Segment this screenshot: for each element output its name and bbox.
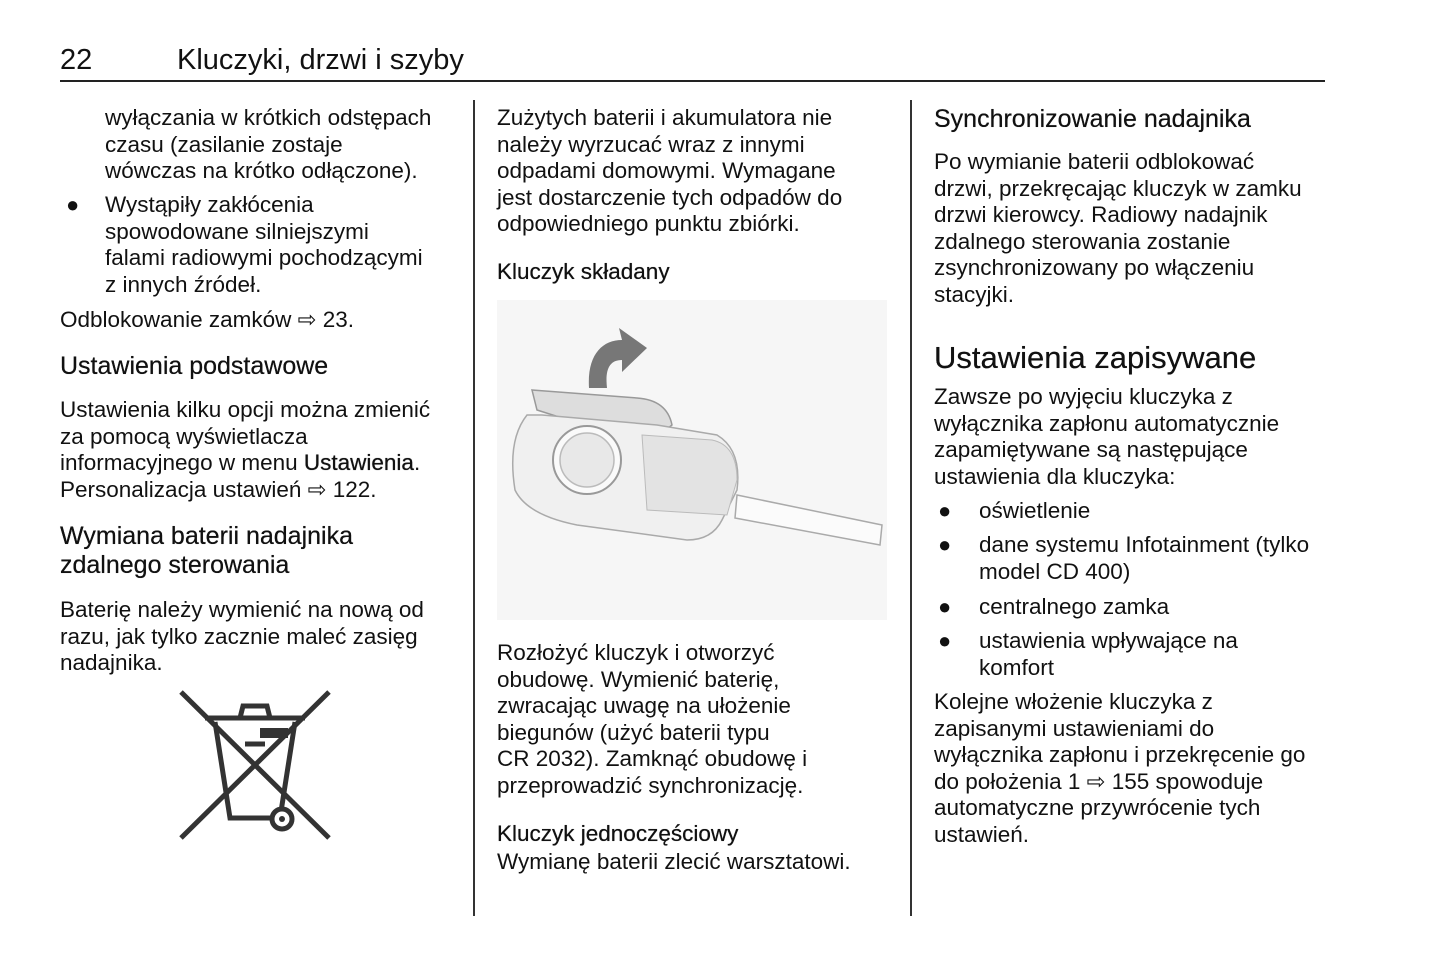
bullet-icon: ● [938, 498, 952, 523]
text-line [60, 450, 430, 477]
text-line: za pomocą wyświetlacza [60, 423, 308, 449]
text-line: zapisanymi ustawieniami do [934, 715, 1215, 741]
text-line: model CD 400) [979, 558, 1131, 584]
text-line: wówczas na krótko odłączone). [105, 158, 418, 184]
text-line: wyłączania w krótkich odstępach [105, 105, 432, 130]
text-line: zwracając uwagę na ułożenie [497, 693, 791, 719]
section-heading: Ustawienia zapisywane [934, 340, 1257, 375]
bullet-icon: ● [938, 594, 952, 619]
page-number: 22 [60, 44, 93, 76]
text-line: odpadami domowymi. Wymagane [497, 158, 836, 184]
text-line: jest dostarczenie tych odpadów do [497, 184, 843, 210]
bullet-text [105, 192, 423, 298]
text-line: nadajnika. [60, 650, 163, 676]
list-item [979, 628, 1238, 681]
text-line: Zawsze po wyjęciu kluczyka z [934, 384, 1233, 409]
text-line: wyłącznika zapłonu i przekręcenie go [934, 742, 1306, 768]
text-line: oświetlenie [979, 498, 1091, 523]
subheading: Kluczyk jednoczęściowy [497, 821, 739, 846]
section-heading: Synchronizowanie nadajnika [934, 105, 1251, 133]
paragraph [497, 640, 807, 800]
text-span: . [413, 450, 421, 476]
text-line: Ustawienia kilku opcji można zmienić [60, 397, 431, 422]
text-line: wyłącznika zapłonu automatycznie [934, 410, 1280, 436]
text-line: czasu (zasilanie zostaje [105, 131, 343, 157]
bullet-icon: ● [938, 532, 952, 557]
text-line: obudowę. Wymienić baterię, [497, 666, 780, 692]
column-divider [910, 100, 912, 916]
section-heading [60, 522, 353, 580]
column-divider [473, 100, 475, 916]
recycle-bin-crossed-icon [175, 688, 335, 844]
text-line: Zużytych baterii i akumulatora nie [497, 105, 833, 130]
paragraph: Wymianę baterii zlecić warsztatowi. [497, 849, 851, 874]
text-line: Kolejne włożenie kluczyka z [934, 689, 1213, 714]
text-line: Wymiana baterii nadajnika [60, 522, 353, 550]
text-line: zdalnego sterowania [60, 551, 290, 579]
text-line: ustawienia dla kluczyka: [934, 463, 1176, 489]
text-line: spowodowane silniejszymi [105, 218, 369, 244]
text-line: Wystąpiły zakłócenia [105, 192, 314, 217]
text-line: biegunów (użyć baterii typu [497, 719, 770, 745]
text-line: ustawienia wpływające na [979, 628, 1238, 653]
folding-key-battery-illustration [497, 300, 887, 620]
text-line: dane systemu Infotainment (tylko [979, 532, 1310, 557]
chapter-title: Kluczyki, drzwi i szyby [177, 44, 464, 76]
text-line: Po wymianie baterii odblokować [934, 149, 1255, 174]
section-heading: Ustawienia podstawowe [60, 352, 329, 380]
cross-reference[interactable]: Odblokowanie zamków ⇨ 23. [60, 307, 354, 332]
text-line: ustawień. [934, 821, 1030, 847]
menu-name: Ustawienia [303, 450, 414, 476]
text-span: informacyjnego w menu [60, 450, 304, 476]
text-line: Baterię należy wymienić na nową od [60, 597, 424, 622]
paragraph [934, 689, 1305, 849]
paragraph [60, 597, 424, 677]
list-item [979, 532, 1309, 585]
paragraph [497, 105, 842, 238]
text-line: zdalnego sterowania zostanie [934, 228, 1231, 254]
text-line: z innych źródeł. [105, 271, 262, 297]
text-line: Rozłożyć kluczyk i otworzyć [497, 640, 775, 665]
bullet-icon: ● [66, 192, 80, 217]
text-line[interactable]: Personalizacja ustawień ⇨ 122. [60, 476, 377, 502]
text-line: zsynchronizowany po włączeniu [934, 255, 1255, 281]
text-line: zapamiętywane są następujące [934, 437, 1248, 463]
text-line: drzwi kierowcy. Radiowy nadajnik [934, 202, 1268, 228]
text-line: stacyjki. [934, 281, 1015, 307]
bullet-continuation [105, 105, 431, 185]
list-item [979, 498, 1090, 525]
text-line: do położenia 1 ⇨ 155 spowoduje [934, 768, 1264, 794]
paragraph [60, 397, 430, 503]
text-line: drzwi, przekręcając kluczyk w zamku [934, 175, 1302, 201]
text-line: odpowiedniego punktu zbiórki. [497, 211, 800, 237]
header-rule [60, 80, 1325, 82]
subheading: Kluczyk składany [497, 259, 670, 284]
paragraph [934, 384, 1279, 490]
text-line: centralnego zamka [979, 594, 1170, 619]
bullet-icon: ● [938, 628, 952, 653]
text-line: CR 2032). Zamknąć obudowę i [497, 746, 808, 772]
text-line: razu, jak tylko zacznie maleć zasięg [60, 623, 418, 649]
text-line: falami radiowymi pochodzącymi [105, 245, 423, 271]
paragraph [934, 149, 1302, 309]
text-line: komfort [979, 654, 1055, 680]
text-line: automatyczne przywrócenie tych [934, 795, 1261, 821]
text-line: przeprowadzić synchronizację. [497, 772, 804, 798]
list-item [979, 594, 1169, 621]
text-line: należy wyrzucać wraz z innymi [497, 131, 805, 157]
